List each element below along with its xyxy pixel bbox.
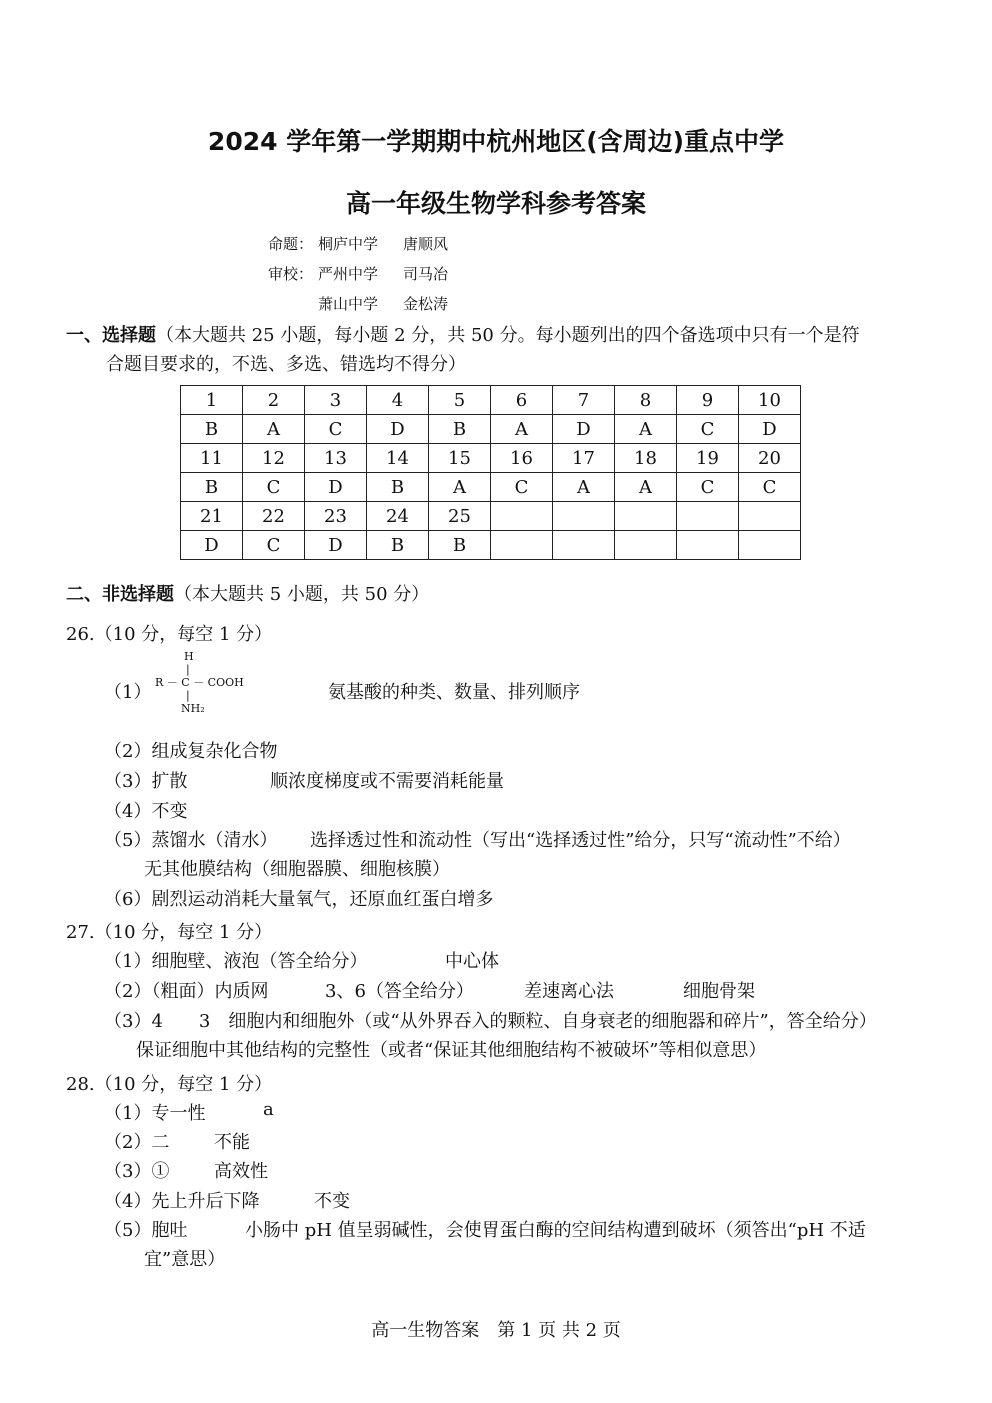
- table-row: [181, 444, 801, 473]
- table-cell: A: [491, 415, 553, 444]
- table-cell: [677, 502, 739, 531]
- table-cell: 21: [181, 502, 243, 531]
- table-cell: [615, 502, 677, 531]
- table-row: [181, 531, 801, 560]
- credit-author-school: 桐庐中学: [318, 235, 379, 253]
- table-cell: 5: [429, 386, 491, 415]
- table-cell: 23: [305, 502, 367, 531]
- table-cell: 25: [429, 502, 491, 531]
- section2-line: [66, 580, 429, 606]
- table-cell: C: [243, 473, 305, 502]
- amino-acid-structure: [155, 650, 244, 715]
- credit-author-role: 命题：: [268, 235, 314, 253]
- table-cell: 7: [553, 386, 615, 415]
- q28-p1a: （1）专一性: [104, 1103, 206, 1124]
- table-cell: D: [367, 415, 429, 444]
- table-cell: 1: [181, 386, 243, 415]
- struct-bond-bottom: |: [186, 689, 190, 702]
- q26-p4: （4）不变: [104, 801, 188, 822]
- table-cell: 18: [615, 444, 677, 473]
- q27-p1b: 中心体: [445, 951, 499, 972]
- q26-p2: （2）组成复杂化合物: [104, 741, 278, 762]
- q26-p5c: 无其他膜结构（细胞器膜、细胞核膜）: [144, 859, 450, 880]
- table-cell: 12: [243, 444, 305, 473]
- table-cell: 22: [243, 502, 305, 531]
- table-cell: C: [491, 473, 553, 502]
- q26-p3b: 顺浓度梯度或不需要消耗能量: [270, 771, 504, 792]
- table-cell: C: [305, 415, 367, 444]
- table-cell: C: [677, 473, 739, 502]
- table-cell: 9: [677, 386, 739, 415]
- table-cell: [739, 502, 801, 531]
- table-cell: 13: [305, 444, 367, 473]
- struct-main: R － C － COOH: [155, 676, 244, 689]
- q28-p4b: 不变: [314, 1191, 350, 1212]
- table-cell: [739, 531, 801, 560]
- table-cell: A: [615, 473, 677, 502]
- q28-p4a: （4）先上升后下降: [104, 1191, 260, 1212]
- page-footer: 高一生物答案 第 1 页 共 2 页: [371, 1320, 621, 1341]
- q28-p5a: （5）胞吐: [104, 1220, 188, 1241]
- table-cell: 10: [739, 386, 801, 415]
- table-cell: 16: [491, 444, 553, 473]
- q27-p3a: （3）4 3 细胞内和细胞外（或“从外界吞入的颗粒、自身衰老的细胞器和碎片”，答全给分）: [104, 1011, 877, 1032]
- struct-bond-top: |: [186, 663, 190, 676]
- q28-p3a: （3）①: [104, 1161, 170, 1182]
- q26-p3a: （3）扩散: [104, 771, 188, 792]
- table-cell: A: [243, 415, 305, 444]
- page-subtitle: 高一年级生物学科参考答案: [345, 189, 646, 218]
- q28-p5b: 小肠中 pH 值呈弱碱性，会使胃蛋白酶的空间结构遭到破坏（须答出“pH 不适: [245, 1220, 866, 1241]
- table-cell: 6: [491, 386, 553, 415]
- table-cell: C: [739, 473, 801, 502]
- credit-author-person: 唐顺风: [403, 235, 449, 253]
- q26-p5b: 选择透过性和流动性（写出“选择透过性”给分，只写“流动性”不给）: [310, 830, 851, 851]
- table-cell: 15: [429, 444, 491, 473]
- answer-table: [180, 385, 801, 560]
- table-cell: 2: [243, 386, 305, 415]
- table-cell: B: [429, 415, 491, 444]
- struct-nh2: NH₂: [181, 702, 205, 715]
- section1-desc-line1: （本大题共 25 小题，每小题 2 分，共 50 分。每小题列出的四个备选项中只有一个是符: [156, 325, 860, 346]
- table-cell: D: [305, 473, 367, 502]
- q28-p3b: 高效性: [214, 1161, 268, 1182]
- page-title: 2024 学年第一学期期中杭州地区(含周边)重点中学: [207, 127, 785, 156]
- table-cell: 19: [677, 444, 739, 473]
- credit-reviewer-role: 审校：: [268, 265, 314, 283]
- table-cell: 11: [181, 444, 243, 473]
- section2-heading: 二、非选择题: [66, 584, 174, 605]
- table-cell: D: [305, 531, 367, 560]
- table-cell: B: [181, 473, 243, 502]
- q27-p2c: 差速离心法: [524, 981, 614, 1002]
- q26-p1-label: （1）: [104, 682, 152, 703]
- table-cell: C: [677, 415, 739, 444]
- q28-head: 28.（10 分，每空 1 分）: [66, 1074, 273, 1095]
- table-cell: 24: [367, 502, 429, 531]
- table-cell: 20: [739, 444, 801, 473]
- section1-line1: [66, 321, 860, 347]
- table-cell: [491, 502, 553, 531]
- table-cell: B: [367, 473, 429, 502]
- table-cell: D: [739, 415, 801, 444]
- table-row: [181, 386, 801, 415]
- q28-p2a: （2）二: [104, 1132, 170, 1153]
- table-cell: 3: [305, 386, 367, 415]
- q27-p3b: 保证细胞中其他结构的完整性（或者“保证其他细胞结构不被破坏”等相似意思）: [136, 1040, 767, 1061]
- table-cell: A: [615, 415, 677, 444]
- section2-desc: （本大题共 5 小题，共 50 分）: [174, 584, 430, 605]
- table-cell: 17: [553, 444, 615, 473]
- credit-reviewer2-person: 金松涛: [403, 295, 449, 313]
- q28-p1b: a: [263, 1099, 274, 1120]
- struct-h: H: [184, 650, 194, 663]
- credit-reviewer-person: 司马冶: [403, 265, 449, 283]
- section1-heading: 一、选择题: [66, 325, 156, 346]
- q27-p2a: （2）（粗面）内质网: [104, 981, 269, 1002]
- credit-reviewer2-school: 萧山中学: [318, 295, 379, 313]
- q27-p2d: 细胞骨架: [683, 981, 755, 1002]
- q27-p1a: （1）细胞壁、液泡（答全给分）: [104, 951, 368, 972]
- table-cell: 14: [367, 444, 429, 473]
- table-cell: [553, 502, 615, 531]
- q26-p1-text: 氨基酸的种类、数量、排列顺序: [328, 682, 580, 703]
- table-cell: 8: [615, 386, 677, 415]
- table-cell: 4: [367, 386, 429, 415]
- q26-p6: （6）剧烈运动消耗大量氧气，还原血红蛋白增多: [104, 889, 494, 910]
- table-cell: B: [181, 415, 243, 444]
- table-cell: B: [367, 531, 429, 560]
- table-cell: [677, 531, 739, 560]
- credit-reviewer-school: 严州中学: [318, 265, 379, 283]
- table-cell: [615, 531, 677, 560]
- q27-head: 27.（10 分，每空 1 分）: [66, 922, 273, 943]
- table-cell: D: [553, 415, 615, 444]
- q26-head: 26.（10 分，每空 1 分）: [66, 624, 273, 645]
- table-row: [181, 502, 801, 531]
- q28-p5c: 宜”意思）: [144, 1249, 226, 1270]
- table-row: [181, 415, 801, 444]
- table-cell: C: [243, 531, 305, 560]
- table-cell: D: [181, 531, 243, 560]
- table-cell: B: [429, 531, 491, 560]
- q27-p2b: 3、6（答全给分）: [325, 981, 474, 1002]
- table-row: [181, 473, 801, 502]
- section1-desc-line2: 合题目要求的，不选、多选、错选均不得分）: [106, 354, 466, 375]
- q28-p2b: 不能: [214, 1132, 250, 1153]
- table-cell: A: [429, 473, 491, 502]
- q26-p5a: （5）蒸馏水（清水）: [104, 830, 278, 851]
- table-cell: [553, 531, 615, 560]
- table-cell: A: [553, 473, 615, 502]
- table-cell: [491, 531, 553, 560]
